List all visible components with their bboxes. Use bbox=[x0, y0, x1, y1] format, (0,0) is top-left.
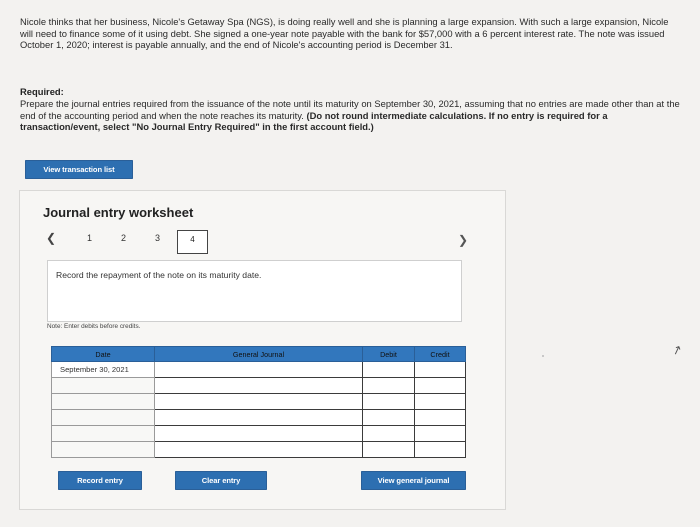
worksheet-title: Journal entry worksheet bbox=[43, 205, 194, 220]
table-row bbox=[52, 410, 466, 426]
date-cell bbox=[52, 410, 155, 426]
instruction-text: Record the repayment of the note on its maturity date. bbox=[56, 270, 262, 280]
page-3-tab[interactable]: 3 bbox=[155, 233, 161, 243]
account-input[interactable] bbox=[155, 442, 363, 458]
debit-input[interactable] bbox=[363, 442, 415, 458]
table-row bbox=[52, 378, 466, 394]
credit-input[interactable] bbox=[415, 442, 466, 458]
debit-header: Debit bbox=[363, 347, 415, 362]
account-input[interactable] bbox=[155, 410, 363, 426]
debit-input[interactable] bbox=[363, 426, 415, 442]
table-row bbox=[52, 394, 466, 410]
table-row bbox=[52, 442, 466, 458]
journal-header-row bbox=[52, 347, 466, 362]
view-transaction-list-button[interactable]: View transaction list bbox=[25, 160, 133, 179]
date-cell bbox=[52, 426, 155, 442]
account-input[interactable] bbox=[155, 362, 363, 378]
required-text bbox=[20, 98, 682, 133]
date-cell bbox=[52, 394, 155, 410]
chevron-left-icon[interactable]: ❮ bbox=[46, 231, 57, 245]
entry-note: Note: Enter debits before credits. bbox=[47, 323, 141, 330]
account-header: General Journal bbox=[155, 347, 363, 362]
clear-entry-button[interactable]: Clear entry bbox=[175, 471, 267, 490]
date-cell: September 30, 2021 bbox=[52, 362, 155, 378]
account-input[interactable] bbox=[155, 378, 363, 394]
view-general-journal-button[interactable]: View general journal bbox=[361, 471, 466, 490]
debit-input[interactable] bbox=[363, 410, 415, 426]
credit-header: Credit bbox=[415, 347, 466, 362]
credit-input[interactable] bbox=[415, 394, 466, 410]
debit-input[interactable] bbox=[363, 378, 415, 394]
debit-input[interactable] bbox=[363, 394, 415, 410]
journal-table bbox=[51, 346, 466, 458]
decorative-dot bbox=[542, 355, 544, 357]
required-title: Required: bbox=[20, 86, 64, 97]
problem-statement: Nicole thinks that her business, Nicole's Getaway Spa (NGS), is doing really well and she is planning a large expansion. With such a large expansion, Nicole will need to finance some of it using debt. She signed a one-year note payable with the bank for $57,000 with a 6 percent interest rate. The note was issued October 1, 2020; interest is payable annually, and the end of Nicole's accounting period is December 31. bbox=[20, 16, 669, 51]
credit-input[interactable] bbox=[415, 410, 466, 426]
credit-input[interactable] bbox=[415, 378, 466, 394]
chevron-right-icon[interactable]: ❯ bbox=[458, 233, 469, 247]
record-entry-button[interactable]: Record entry bbox=[58, 471, 142, 490]
account-input[interactable] bbox=[155, 394, 363, 410]
date-cell bbox=[52, 442, 155, 458]
mouse-cursor-icon: ↗ bbox=[669, 341, 685, 359]
table-row bbox=[52, 426, 466, 442]
debit-input[interactable] bbox=[363, 362, 415, 378]
account-input[interactable] bbox=[155, 426, 363, 442]
required-text-plain: Prepare the journal entries required from the issuance of the note until its maturity on September 30, 2021, assuming that no entries are made other than at the end of the accounting period and when the note reaches its maturity. bbox=[20, 98, 680, 121]
credit-input[interactable] bbox=[415, 362, 466, 378]
table-row bbox=[52, 362, 466, 378]
date-cell bbox=[52, 378, 155, 394]
date-header: Date bbox=[52, 347, 155, 362]
page-2-tab[interactable]: 2 bbox=[121, 233, 127, 243]
required-text-bold: (Do not round intermediate calculations. If no entry is required for a transaction/event, select "No Journal Entry Required" in the first account field.) bbox=[20, 109, 608, 133]
credit-input[interactable] bbox=[415, 426, 466, 442]
page-1-tab[interactable]: 1 bbox=[87, 233, 93, 243]
page-4-tab-active[interactable]: 4 bbox=[177, 230, 208, 254]
